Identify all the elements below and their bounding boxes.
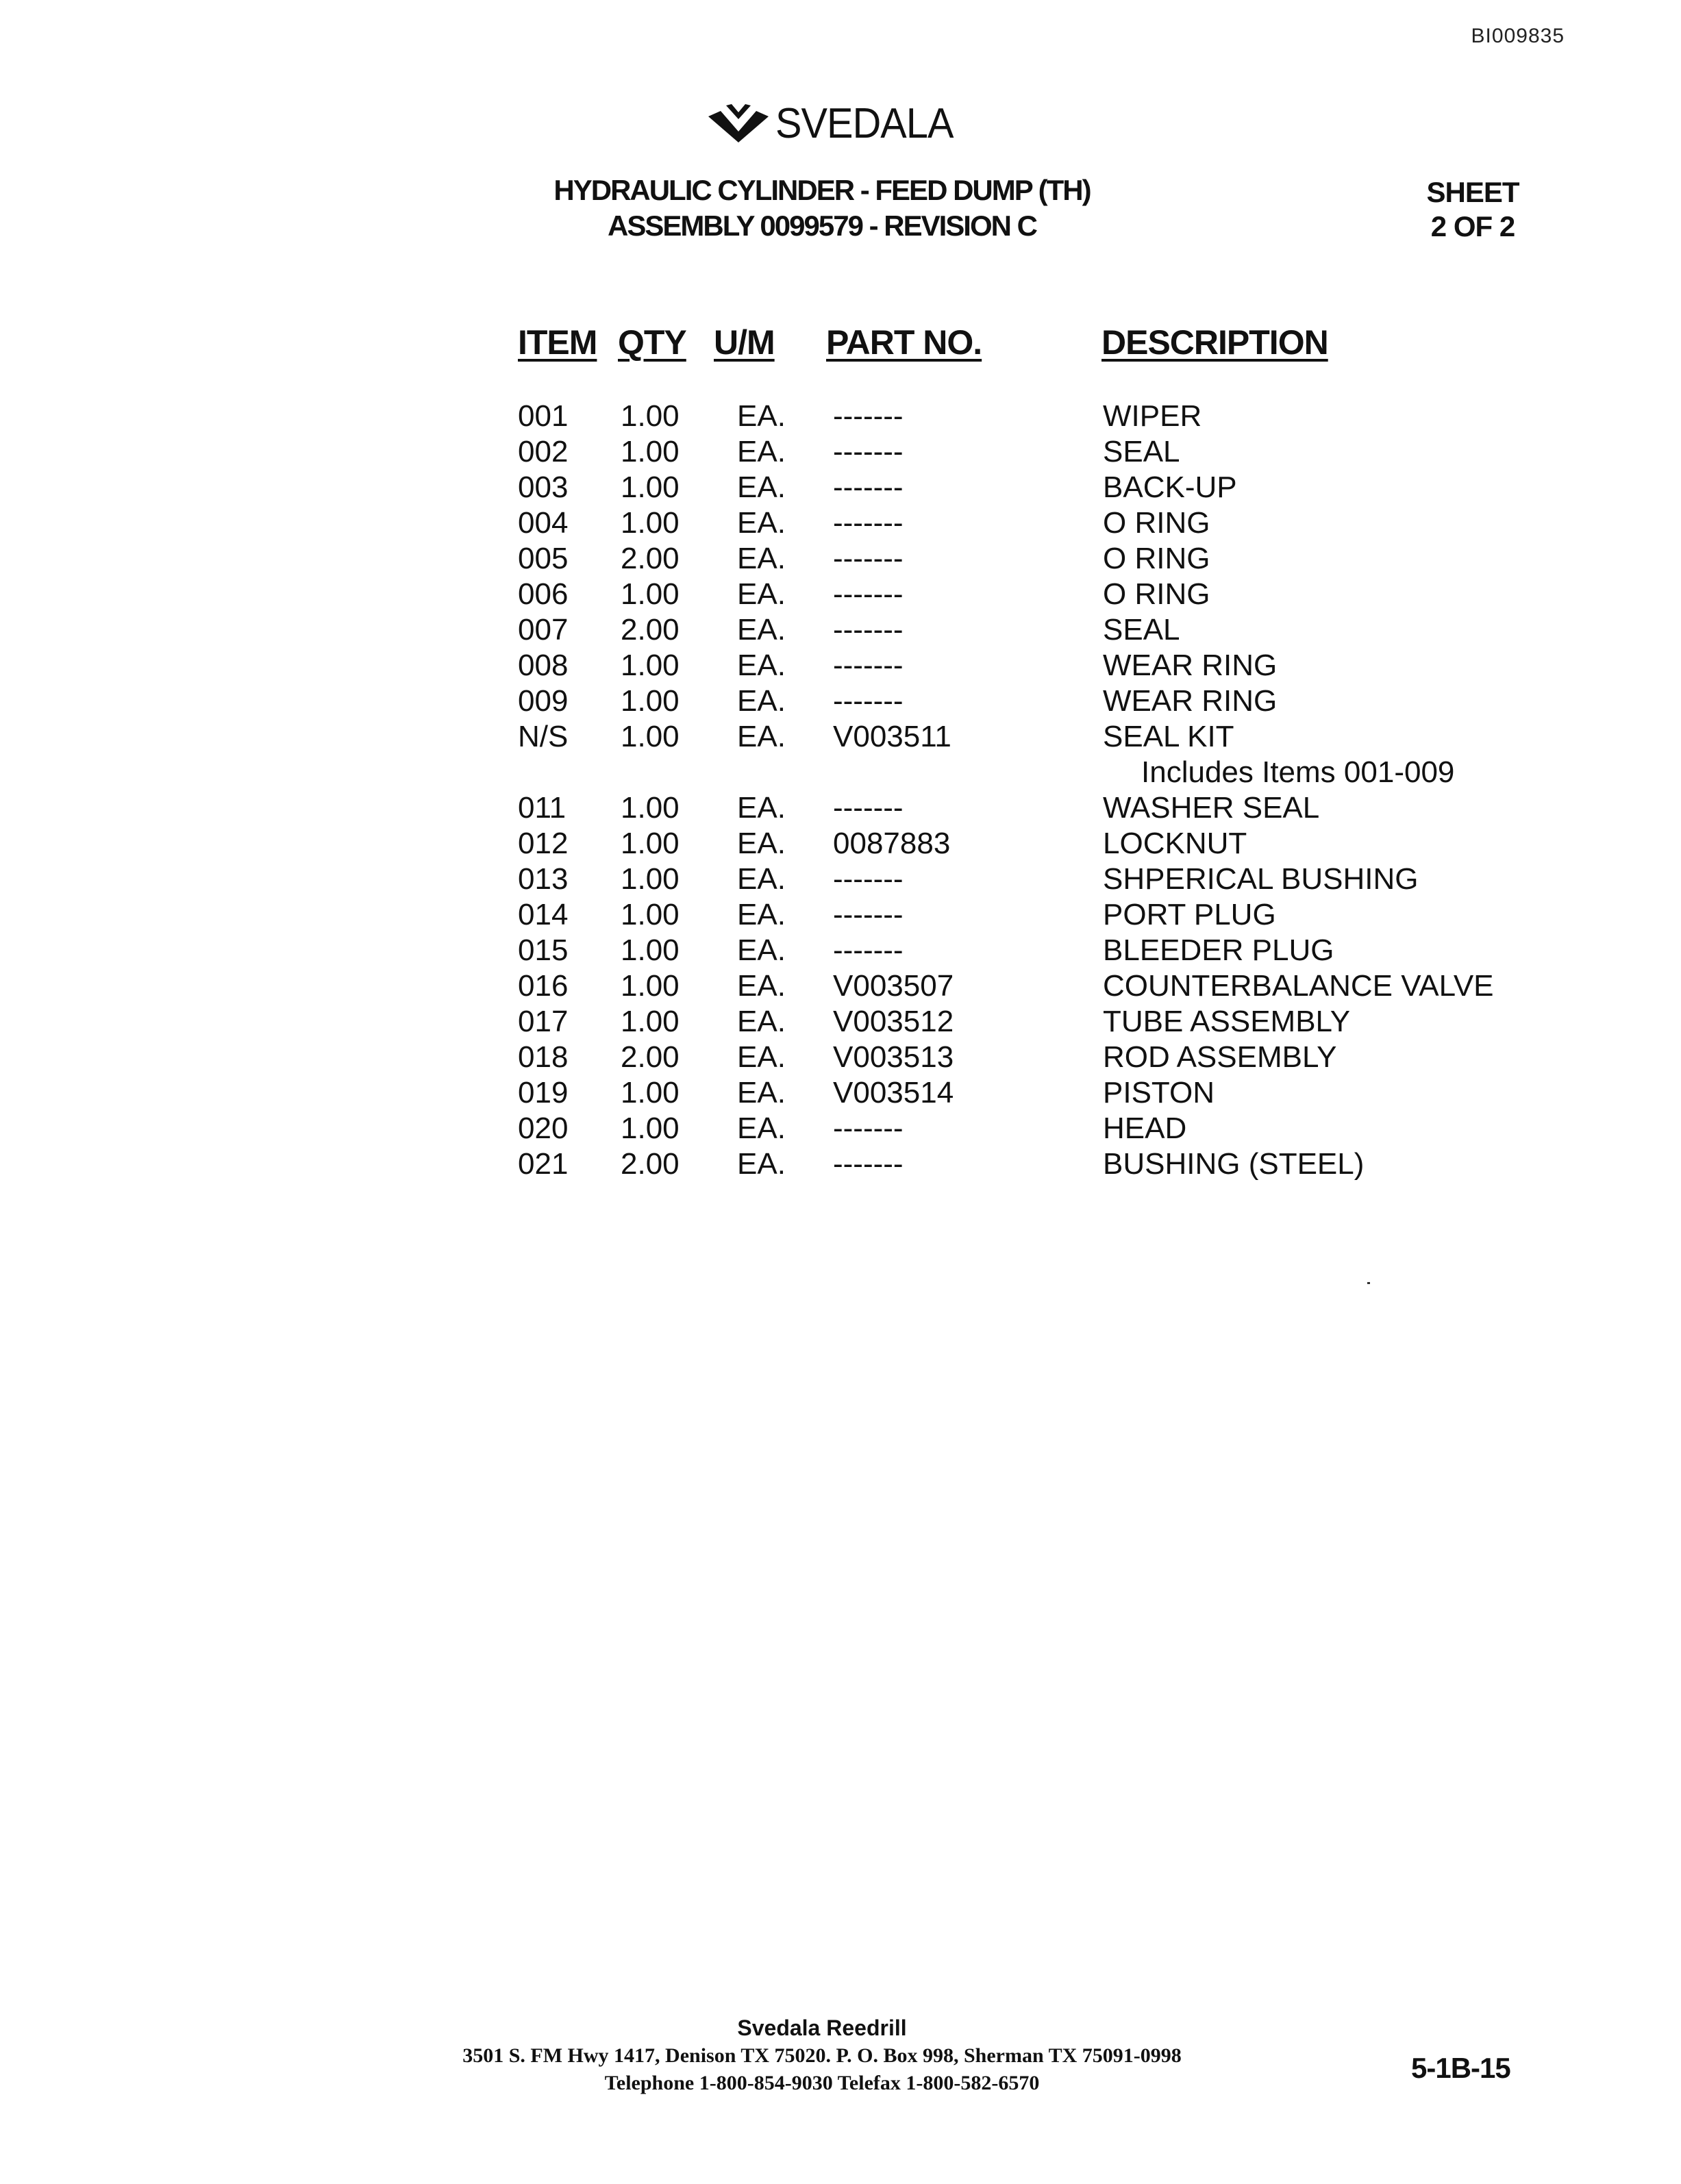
row-part-no: ------- (833, 435, 904, 468)
row-qty: 1.00 (621, 933, 680, 967)
row-um: EA. (737, 399, 786, 433)
row-um: EA. (737, 1040, 786, 1074)
row-description: BLEEDER PLUG (1103, 933, 1334, 967)
row-qty: 2.00 (621, 1040, 680, 1074)
row-um: EA. (737, 470, 786, 504)
row-description: ROD ASSEMBLY (1103, 1040, 1337, 1074)
row-item: 007 (518, 613, 569, 647)
row-description: SEAL (1103, 613, 1180, 647)
row-item: 001 (518, 399, 569, 433)
row-description: PISTON (1103, 1076, 1215, 1109)
row-part-no: ------- (833, 933, 904, 967)
row-um: EA. (737, 862, 786, 896)
footer-phone: Telephone 1-800-854-9030 Telefax 1-800-582-6570 (604, 2072, 1040, 2094)
row-um: EA. (737, 577, 786, 611)
row-item: 013 (518, 862, 569, 896)
row-description: O RING (1103, 577, 1210, 611)
row-um: EA. (737, 1147, 786, 1181)
row-qty: 1.00 (621, 399, 680, 433)
row-description: SEAL (1103, 435, 1180, 468)
row-part-no: ------- (833, 613, 904, 647)
row-description: WIPER (1103, 399, 1202, 433)
row-qty: 1.00 (621, 1112, 680, 1145)
row-um: EA. (737, 720, 786, 753)
stray-mark (1367, 1282, 1370, 1284)
row-description: LOCKNUT (1103, 827, 1247, 860)
header-item: ITEM (518, 323, 597, 362)
row-item: 019 (518, 1076, 569, 1109)
row-description: WASHER SEAL (1103, 791, 1320, 825)
header-um: U/M (714, 323, 775, 362)
row-description: COUNTERBALANCE VALVE (1103, 969, 1494, 1003)
row-qty: 1.00 (621, 898, 680, 931)
row-item: 004 (518, 506, 569, 540)
row-item: N/S (518, 720, 569, 753)
row-qty: 1.00 (621, 506, 680, 540)
row-qty: 2.00 (621, 1147, 680, 1181)
document-title (480, 173, 1165, 244)
title-line-1: HYDRAULIC CYLINDER - FEED DUMP (TH) (553, 174, 1091, 206)
row-item: 005 (518, 542, 569, 575)
row-um: EA. (737, 506, 786, 540)
row-item: 009 (518, 684, 569, 718)
row-part-no: ------- (833, 506, 904, 540)
row-item: 017 (518, 1005, 569, 1038)
header-part-no: PART NO. (826, 323, 982, 362)
row-qty: 1.00 (621, 827, 680, 860)
row-item: 016 (518, 969, 569, 1003)
footer-address: 3501 S. FM Hwy 1417, Denison TX 75020. P. O. Box 998, Sherman TX 75091-0998 (462, 2044, 1182, 2067)
row-description: O RING (1103, 506, 1210, 540)
row-description: BUSHING (STEEL) (1103, 1147, 1365, 1181)
footer (384, 2013, 1260, 2097)
row-qty: 2.00 (621, 542, 680, 575)
row-item: 003 (518, 470, 569, 504)
row-part-no: ------- (833, 542, 904, 575)
row-um: EA. (737, 1112, 786, 1145)
row-qty: 1.00 (621, 1076, 680, 1109)
row-um: EA. (737, 613, 786, 647)
row-um: EA. (737, 969, 786, 1003)
row-item: 021 (518, 1147, 569, 1181)
svedala-logo-icon (706, 101, 771, 145)
row-description: TUBE ASSEMBLY (1103, 1005, 1351, 1038)
row-part-no: V003514 (833, 1076, 954, 1109)
row-part-no: ------- (833, 898, 904, 931)
row-item: 008 (518, 649, 569, 682)
row-qty: 1.00 (621, 862, 680, 896)
logo-wordmark: SVEDALA (775, 99, 954, 147)
row-description: PORT PLUG (1103, 898, 1276, 931)
sheet-label: SHEET (1426, 176, 1519, 208)
row-qty: 1.00 (621, 470, 680, 504)
row-description: SEAL KIT (1103, 720, 1234, 753)
row-part-no: 0087883 (833, 827, 951, 860)
row-part-no: ------- (833, 1147, 904, 1181)
row-part-no: V003513 (833, 1040, 954, 1074)
row-um: EA. (737, 649, 786, 682)
row-um: EA. (737, 898, 786, 931)
row-item: 002 (518, 435, 569, 468)
row-part-no: ------- (833, 649, 904, 682)
row-description: BACK-UP (1103, 470, 1237, 504)
row-part-no: ------- (833, 791, 904, 825)
row-qty: 1.00 (621, 969, 680, 1003)
header-qty: QTY (618, 323, 686, 362)
row-item: 011 (518, 791, 566, 825)
title-line-2: ASSEMBLY 0099579 - REVISION C (608, 210, 1036, 242)
footer-company: Svedala Reedrill (737, 2016, 907, 2040)
document-id: BI009835 (1471, 25, 1565, 47)
row-qty: 1.00 (621, 720, 680, 753)
row-description: SHPERICAL BUSHING (1103, 862, 1419, 896)
row-qty: 1.00 (621, 577, 680, 611)
row-description: O RING (1103, 542, 1210, 575)
row-qty: 1.00 (621, 435, 680, 468)
row-qty: 1.00 (621, 649, 680, 682)
row-description: WEAR RING (1103, 684, 1278, 718)
row-description: HEAD (1103, 1112, 1187, 1145)
row-description: WEAR RING (1103, 649, 1278, 682)
row-um: EA. (737, 435, 786, 468)
header-description: DESCRIPTION (1101, 323, 1328, 362)
row-um: EA. (737, 933, 786, 967)
row-um: EA. (737, 791, 786, 825)
row-um: EA. (737, 684, 786, 718)
row-part-no: V003507 (833, 969, 954, 1003)
row-item: 012 (518, 827, 569, 860)
row-part-no: V003511 (833, 720, 951, 753)
sheet-value: 2 OF 2 (1430, 210, 1515, 242)
row-part-no: ------- (833, 1112, 904, 1145)
row-um: EA. (737, 1076, 786, 1109)
row-um: EA. (737, 1005, 786, 1038)
svedala-logo (706, 96, 967, 151)
row-part-no: ------- (833, 862, 904, 896)
row-qty: 1.00 (621, 1005, 680, 1038)
row-item: 014 (518, 898, 569, 931)
row-um: EA. (737, 827, 786, 860)
row-item: 020 (518, 1112, 569, 1145)
row-um: EA. (737, 542, 786, 575)
row-item: 006 (518, 577, 569, 611)
page-number: 5-1B-15 (1411, 2052, 1510, 2084)
row-part-no: ------- (833, 577, 904, 611)
row-qty: 1.00 (621, 684, 680, 718)
row-part-no: ------- (833, 399, 904, 433)
row-note: Includes Items 001-009 (1141, 755, 1455, 789)
row-item: 015 (518, 933, 569, 967)
sheet-indicator (1411, 175, 1534, 244)
row-qty: 1.00 (621, 791, 680, 825)
row-part-no: ------- (833, 684, 904, 718)
row-part-no: V003512 (833, 1005, 954, 1038)
row-part-no: ------- (833, 470, 904, 504)
row-item: 018 (518, 1040, 569, 1074)
row-qty: 2.00 (621, 613, 680, 647)
